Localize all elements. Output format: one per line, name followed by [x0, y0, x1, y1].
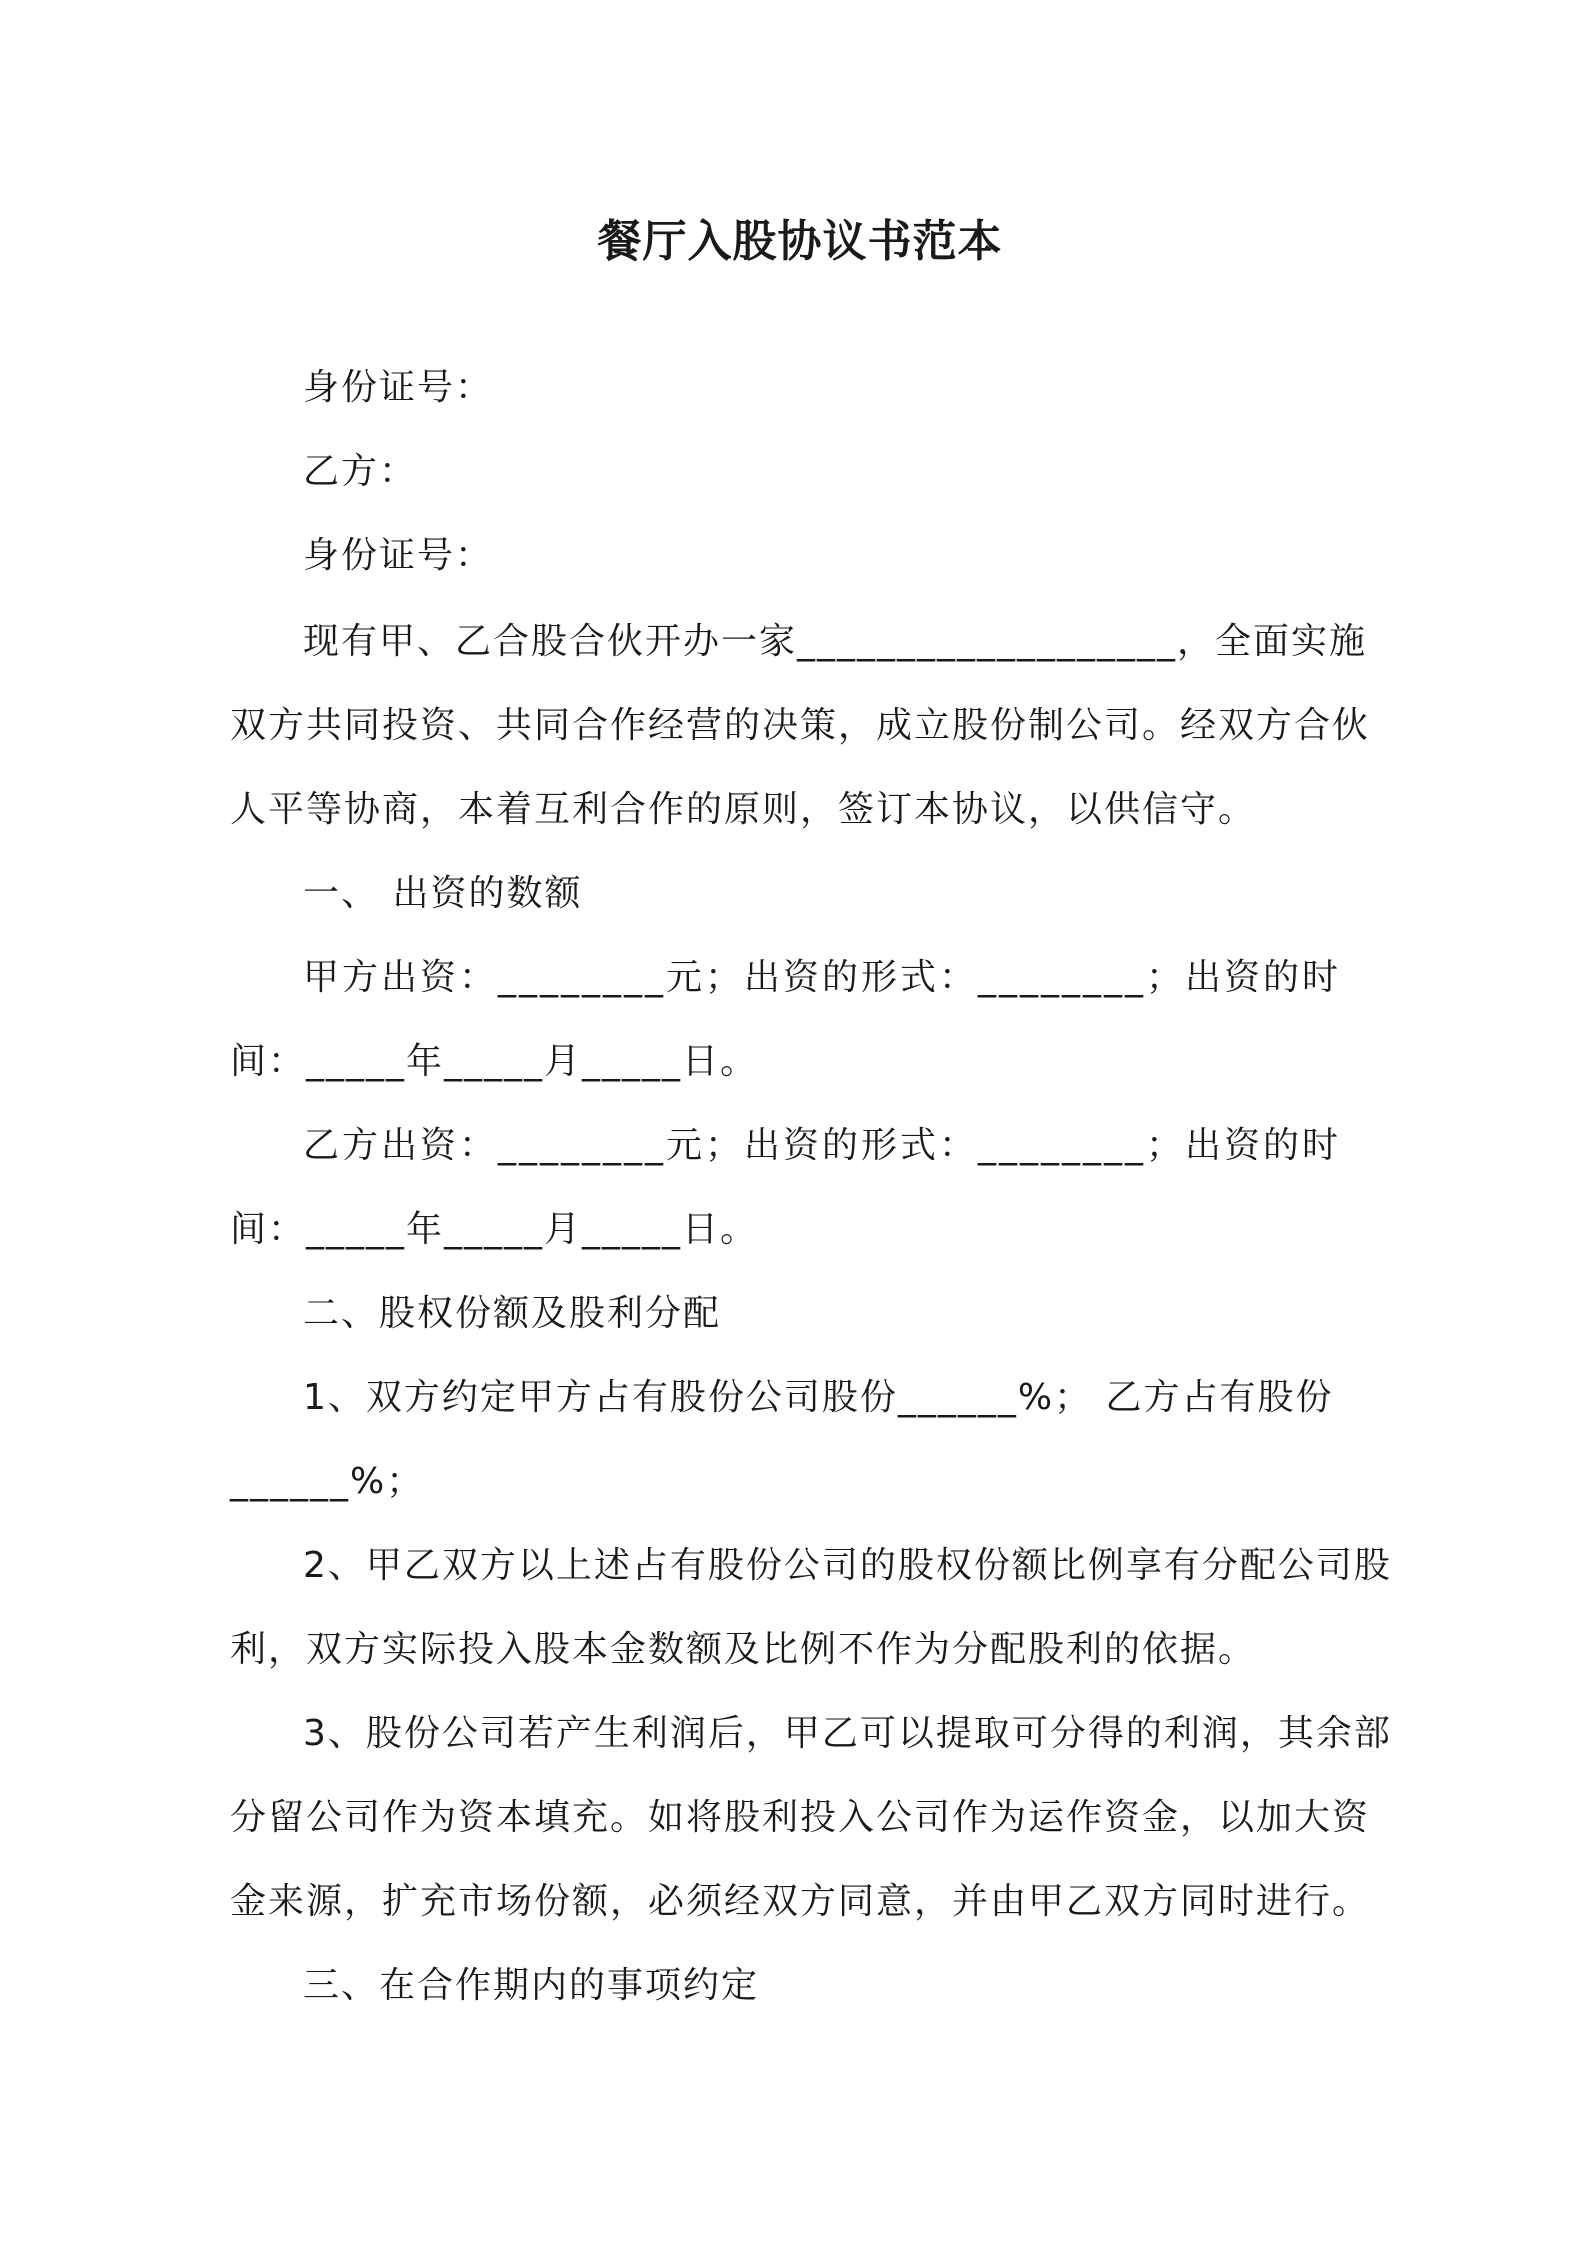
- clause-3-line-1: 3、股份公司若产生利润后，甲乙可以提取可分得的利润，其余部: [303, 1713, 1392, 1754]
- party-b-contribution-line-2: 间：_____年_____月_____日。: [230, 1209, 759, 1250]
- party-a-contribution-line-1: 甲方出资：________元；出资的形式：________；出资的时: [303, 957, 1342, 998]
- clause-3-line-2: 分留公司作为资本填充。如将股利投入公司作为运作资金，以加大资: [230, 1797, 1371, 1838]
- clause-1-line-2: ______%；: [230, 1461, 425, 1502]
- preamble-line-2: 双方共同投资、共同合作经营的决策，成立股份制公司。经双方合伙: [230, 705, 1371, 746]
- preamble-line-3: 人平等协商，本着互利合作的原则，签订本协议，以供信守。: [230, 789, 1257, 830]
- section-heading-3: 三、在合作期内的事项约定: [303, 1965, 760, 2006]
- clause-2-line-1: 2、甲乙双方以上述占有股份公司的股权份额比例享有分配公司股: [303, 1545, 1392, 1586]
- document-page: [230, 0, 1392, 2244]
- id-number-line-party-a: 身份证号：: [303, 367, 494, 408]
- party-b-contribution-line-1: 乙方出资：________元；出资的形式：________；出资的时: [303, 1125, 1342, 1166]
- section-heading-2: 二、股权份额及股利分配: [303, 1293, 722, 1334]
- party-a-contribution-line-2: 间：_____年_____月_____日。: [230, 1041, 759, 1082]
- clause-3-line-3: 金来源，扩充市场份额，必须经双方同意，并由甲乙双方同时进行。: [230, 1881, 1371, 1922]
- clause-2-line-2: 利，双方实际投入股本金数额及比例不作为分配股利的依据。: [230, 1629, 1257, 1670]
- document-title: 餐厅入股协议书范本: [597, 216, 1003, 267]
- party-b-line: 乙方：: [303, 451, 418, 492]
- clause-1-line-1: 1、双方约定甲方占有股份公司股份______%； 乙方占有股份: [303, 1377, 1334, 1418]
- id-number-line-party-b: 身份证号：: [303, 535, 494, 576]
- preamble-line-1: 现有甲、乙合股合伙开办一家___________________，全面实施: [303, 621, 1368, 662]
- section-heading-1: 一、 出资的数额: [303, 873, 583, 914]
